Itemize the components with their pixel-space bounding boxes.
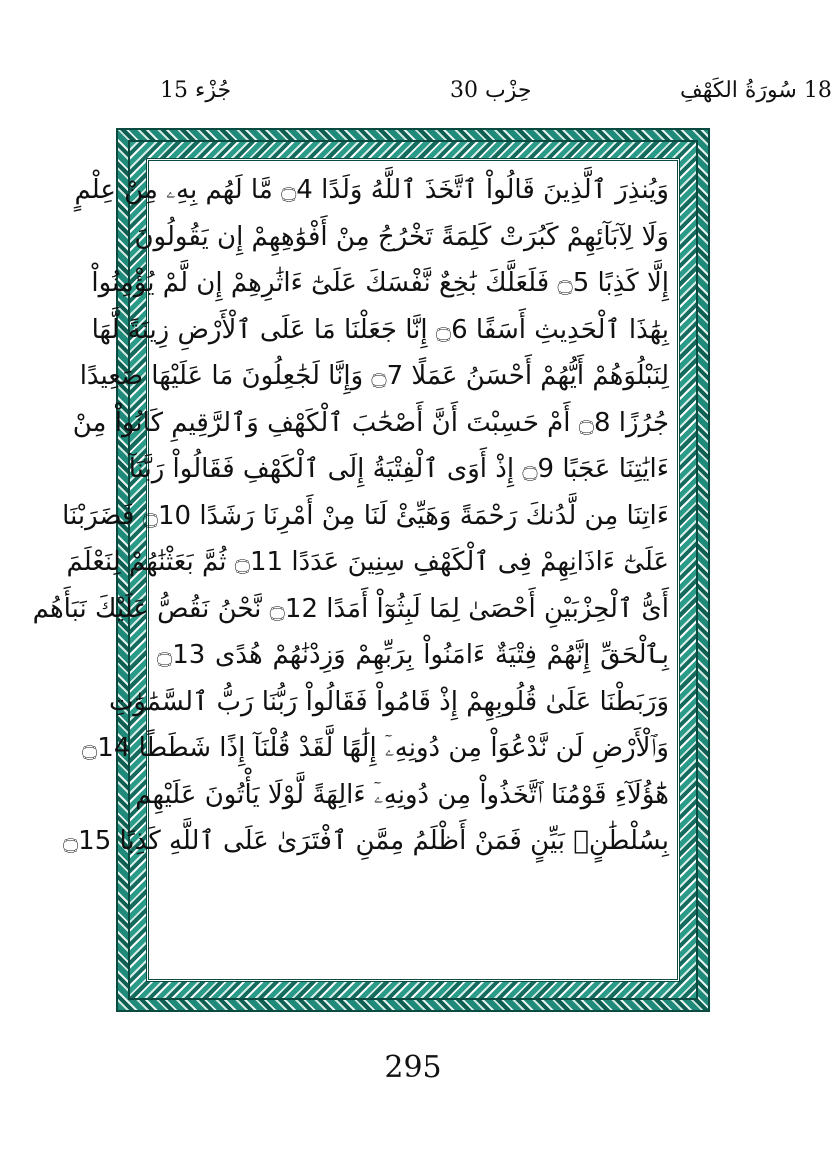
- text-line: وَلَا لِآبَآئِهِمْ كَبُرَتْ كَلِمَةً تَخْرُجُ مِنْ أَفْوَٰهِهِمْ إِن يَقُولُونَ: [134, 221, 669, 252]
- text-line: عَلَىٰٓ ءَاذَانِهِمْ فِى ٱلْكَهْفِ سِنِينَ عَدَدًا ۝11 ثُمَّ بَعَثْنَٰهُمْ لِنَعْلَمَ: [66, 547, 669, 577]
- text-line: بِهَٰذَا ٱلْحَدِيثِ أَسَفًا ۝6 إِنَّا جَعَلْنَا مَا عَلَى ٱلْأَرْضِ زِينَةً لَّهَا: [91, 314, 669, 345]
- surah-label: 18 سُورَةُ الكَهْفِ: [680, 78, 832, 103]
- text-line: لِنَبْلُوَهُمْ أَيُّهُمْ أَحْسَنُ عَمَلًا ۝7 وَإِنَّا لَجَٰعِلُونَ مَا عَلَيْهَا صَعِيدًا: [79, 361, 669, 391]
- hizb-label: حِزْب 30: [450, 78, 532, 103]
- text-line: ءَاتِنَا مِن لَّدُنكَ رَحْمَةً وَهَيِّئْ لَنَا مِنْ أَمْرِنَا رَشَدًا ۝10 فَضَرَبْنَا: [62, 500, 669, 531]
- text-line: وَرَبَطْنَا عَلَىٰ قُلُوبِهِمْ إِذْ قَامُواْ فَقَالُواْ رَبُّنَا رَبُّ ٱلسَّمَٰوَٰتِ: [108, 686, 669, 717]
- text-line: وَيُنذِرَ ٱلَّذِينَ قَالُواْ ٱتَّخَذَ ٱللَّهُ وَلَدًا ۝4 مَّا لَهُم بِهِۦ مِنْ عِلْمٍ: [74, 175, 669, 205]
- verse-text: [32, 167, 669, 973]
- text-line: بِسُلْطَٰنٍۭ بَيِّنٍ فَمَنْ أَظْلَمُ مِمَّنِ ٱفْتَرَىٰ عَلَى ٱللَّهِ كَذِبًا ۝15: [62, 826, 669, 856]
- text-line: أَىُّ ٱلْحِزْبَيْنِ أَحْصَىٰ لِمَا لَبِثُوٓاْ أَمَدًا ۝12 نَّحْنُ نَقُصُّ عَلَيْكَ نَبَأَهُم: [32, 593, 669, 624]
- text-line: ءَايَٰتِنَا عَجَبًا ۝9 إِذْ أَوَى ٱلْفِتْيَةُ إِلَى ٱلْكَهْفِ فَقَالُواْ رَبَّنَآ: [128, 454, 669, 484]
- text-line: بِٱلْحَقِّ إِنَّهُمْ فِتْيَةٌ ءَامَنُواْ بِرَبِّهِمْ وَزِدْنَٰهُمْ هُدًى ۝13: [157, 640, 669, 670]
- ornamental-frame: [32, 128, 710, 1012]
- page-header: [120, 78, 832, 118]
- text-line: وَٱلْأَرْضِ لَن نَّدْعُوَاْ مِن دُونِهِۦٓ إِلَٰهًا لَّقَدْ قُلْنَآ إِذًا شَطَطًا ۝14: [82, 733, 669, 763]
- text-line: جُرُزًا ۝8 أَمْ حَسِبْتَ أَنَّ أَصْحَٰبَ ٱلْكَهْفِ وَٱلرَّقِيمِ كَانُواْ مِنْ: [72, 407, 669, 438]
- text-panel: [32, 158, 680, 982]
- text-line: إِلَّا كَذِبًا ۝5 فَلَعَلَّكَ بَٰخِعٌ نَّفْسَكَ عَلَىٰٓ ءَاثَٰرِهِمْ إِن لَّمْ يُؤْمِنُواْ: [91, 268, 669, 298]
- juz-label: جُزْء 15: [160, 78, 232, 103]
- page-number: 295: [384, 1050, 442, 1085]
- text-line: هَٰٓؤُلَآءِ قَوْمُنَا ٱتَّخَذُواْ مِن دُونِهِۦٓ ءَالِهَةً لَّوْلَا يَأْتُونَ عَلَيْهِم: [135, 779, 669, 810]
